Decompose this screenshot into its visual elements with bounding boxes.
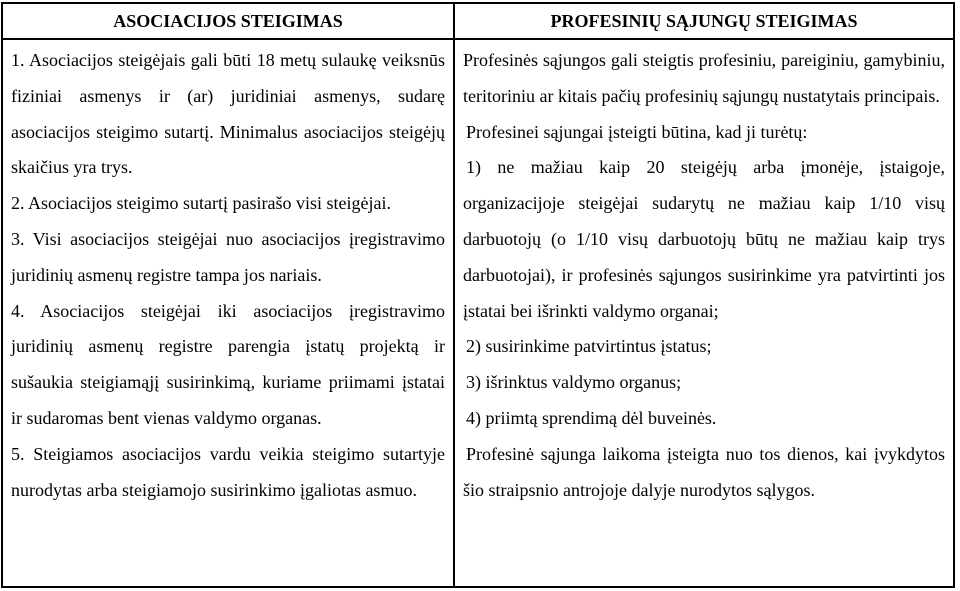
- trade-union-requirement-2: 2) susirinkime patvirtintus įstatus;: [466, 336, 712, 357]
- header-row: [2, 3, 954, 39]
- trade-union-requirement-3: 3) išrinktus valdymo organus;: [466, 372, 682, 393]
- association-rules-cell: [2, 39, 454, 587]
- trade-union-rules-cell: [454, 39, 954, 587]
- association-rule-2: 2. Asociacijos steigimo sutartį pasirašo visi steigėjai.: [11, 193, 391, 214]
- trade-union-requirement-1: 1) ne mažiau kaip 20 steigėjų arba įmonėje, įstaigoje, organizacijoje steigėjai sudarytų ne mažiau kaip 1/10 visų darbuotojų (o 1/10 visų darbuotojų būtų ne mažiau kaip trys darbuotojai), ir profesinės sąjungos susirinkime yra patvirtinti jos įstatai bei išrinkti valdymo organai;: [463, 157, 945, 321]
- association-rule-5: 5. Steigiamos asociacijos vardu veikia steigimo sutartyje nurodytas arba steigiamojo susirinkimo įgaliotas asmuo.: [11, 443, 445, 500]
- association-rule-3: 3. Visi asociacijos steigėjai nuo asociacijos įregistravimo juridinių asmenų registre tampa jos nariais.: [11, 228, 445, 285]
- comparison-table: [1, 2, 955, 588]
- association-rule-4: 4. Asociacijos steigėjai iki asociacijos įregistravimo juridinių asmenų registre parengia įstatų projektą ir sušaukia steigiamąjį susirinkimą, kuriame priimami įstatai ir sudaromas bent vienas valdymo organas.: [11, 300, 445, 428]
- trade-union-founding-date: Profesinė sąjunga laikoma įsteigta nuo tos dienos, kai įvykdytos šio straipsnio antrojoje dalyje nurodytos sąlygos.: [463, 443, 945, 500]
- header-association-founding: ASOCIACIJOS STEIGIMAS: [2, 3, 454, 39]
- content-row: [2, 39, 954, 587]
- trade-union-principles: Profesinės sąjungos gali steigtis profesiniu, pareiginiu, gamybiniu, teritoriniu ar kitais pačių profesinių sąjungų nustatytais principais.: [463, 50, 945, 106]
- association-rule-1: 1. Asociacijos steigėjais gali būti 18 metų sulaukę veiksnūs fiziniai asmenys ir (ar) juridiniai asmenys, sudarę asociacijos steigimo sutartį. Minimalus asociacijos steigėjų skaičius yra trys.: [11, 50, 445, 178]
- trade-union-requirements-intro: Profesinei sąjungai įsteigti būtina, kad ji turėtų:: [466, 121, 808, 142]
- trade-union-requirement-4: 4) priimtą sprendimą dėl buveinės.: [466, 407, 717, 428]
- header-trade-union-founding: PROFESINIŲ SĄJUNGŲ STEIGIMAS: [454, 3, 954, 39]
